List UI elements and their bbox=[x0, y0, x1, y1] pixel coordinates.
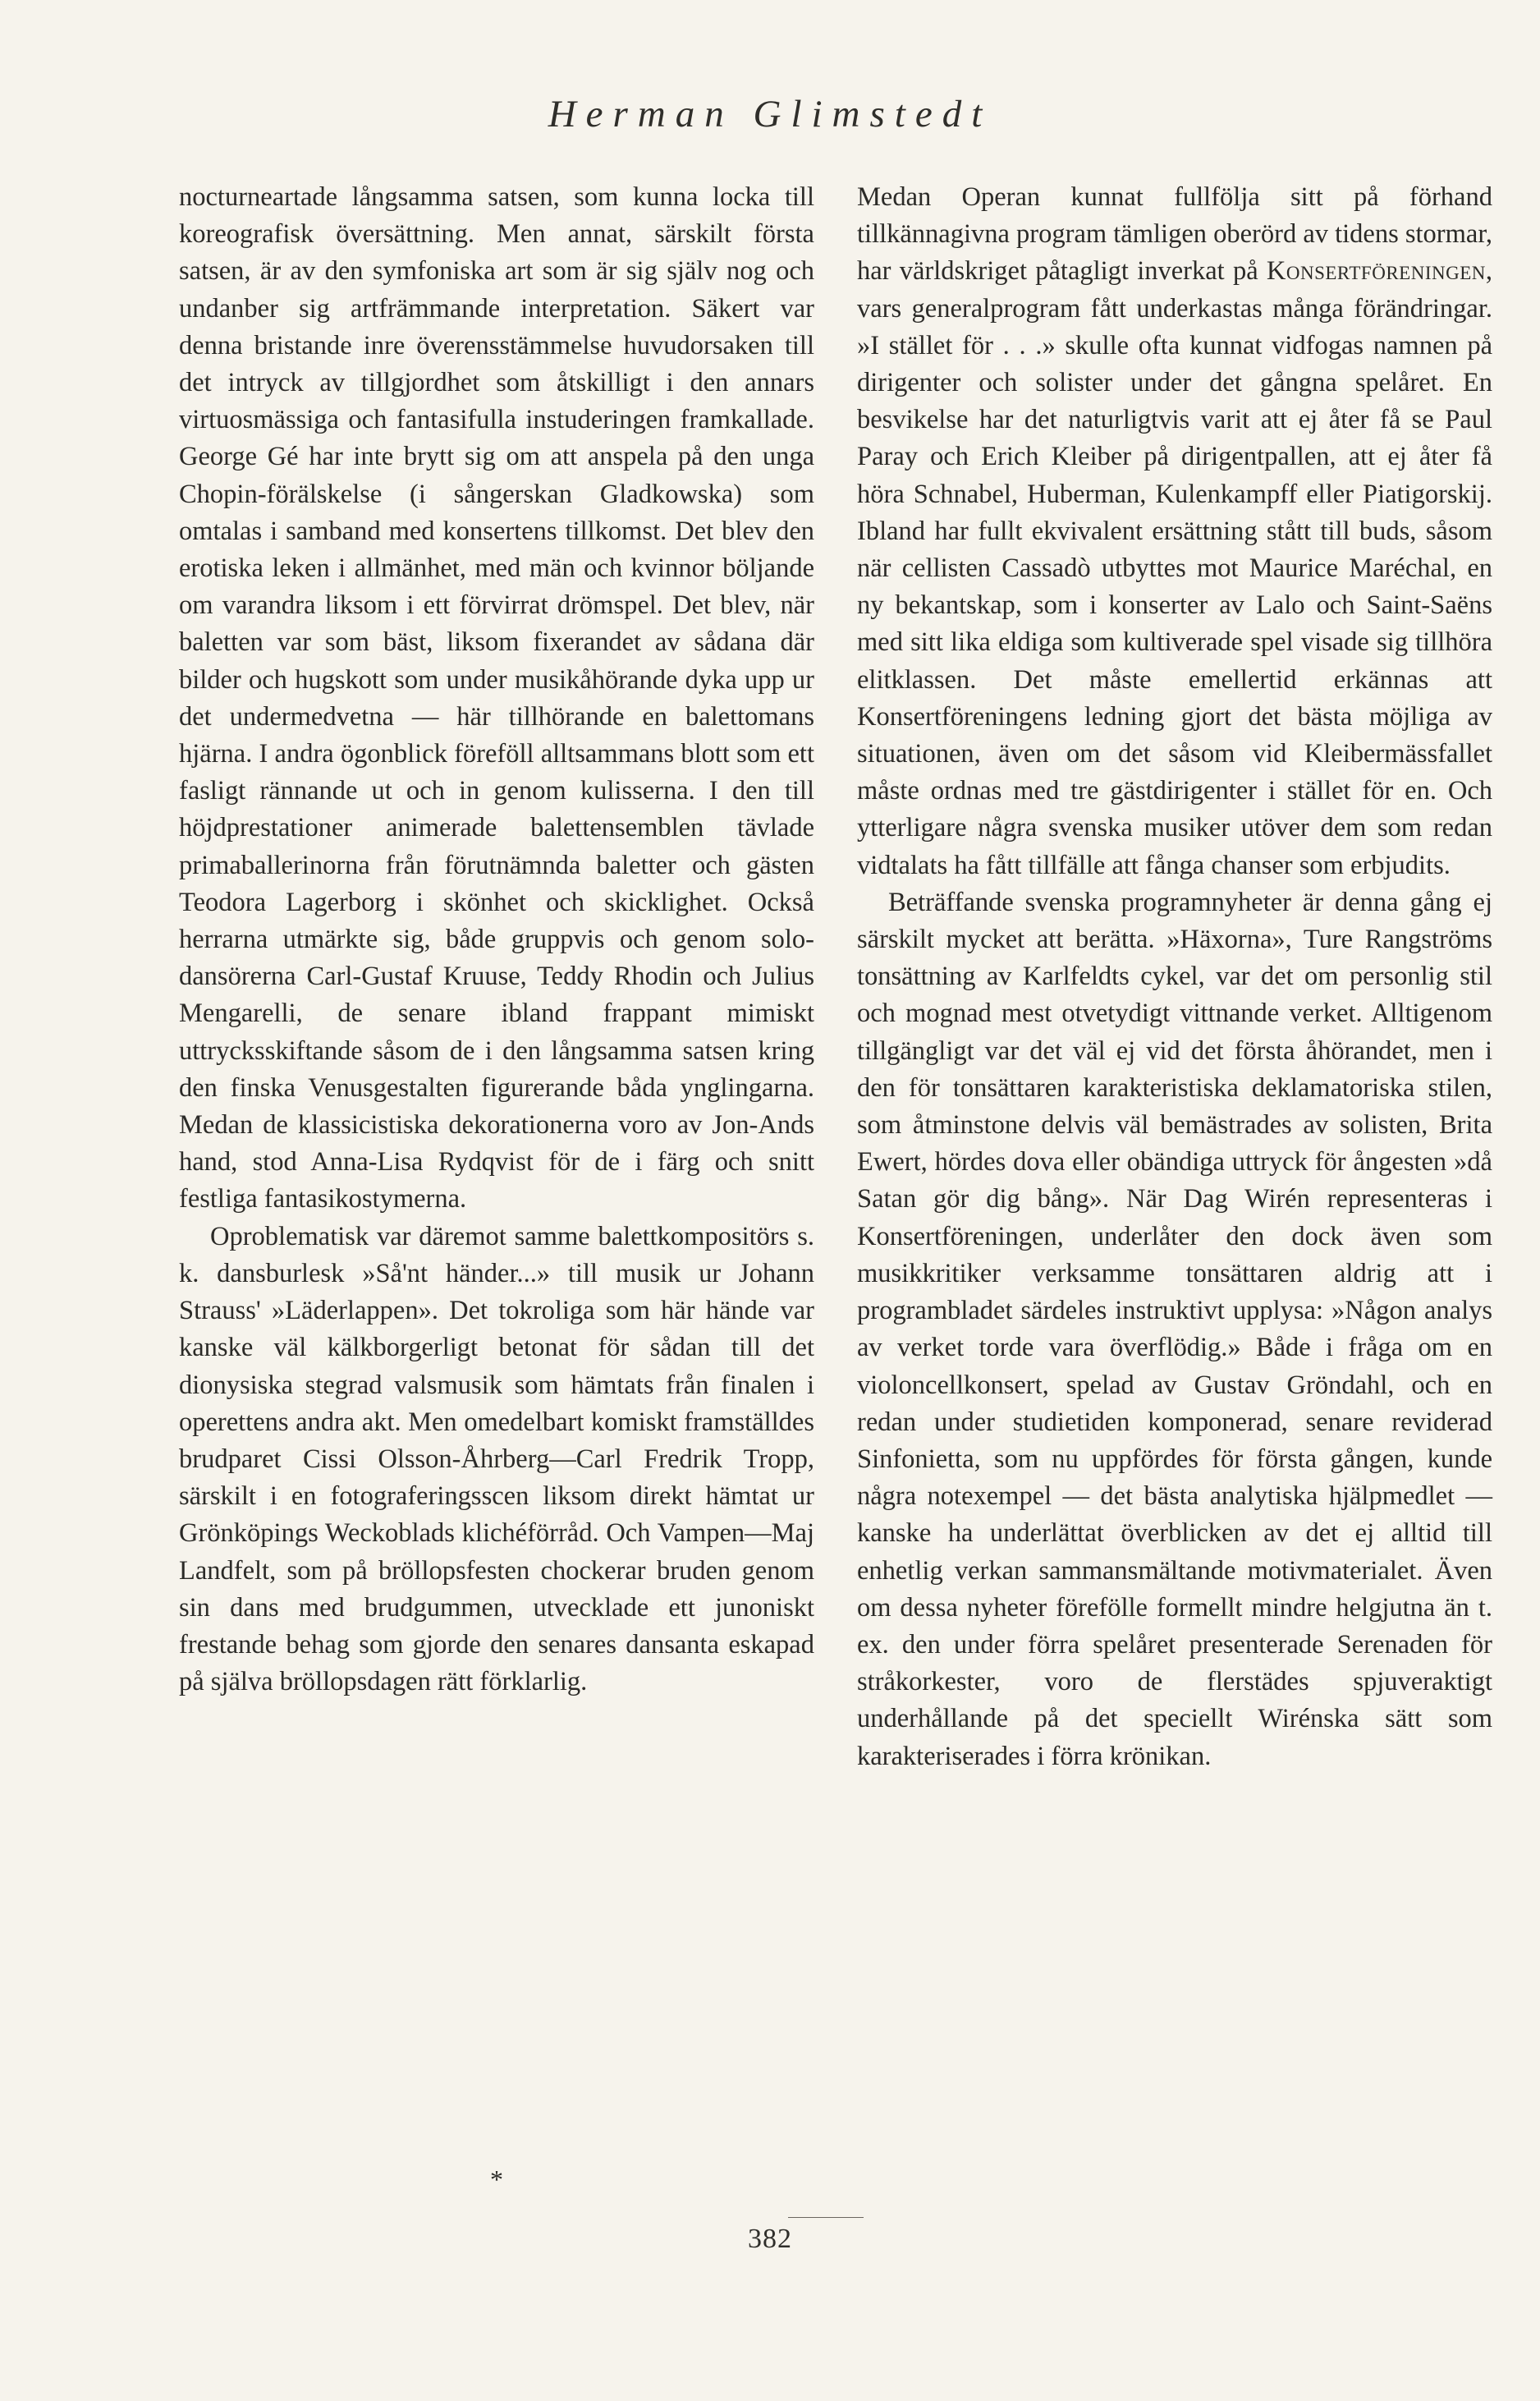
paragraph bbox=[857, 179, 1492, 884]
small-caps-name: Konsertföreningen bbox=[1266, 256, 1486, 287]
paragraph: Beträffande svenska programnyheter är denna gång ej särskilt mycket att berätta. »Häxorna», Ture Rangströms tonsättning av Karlfeldts cykel, var det om personlig stil och mognad mest otvetydigt vittnande verket. Alltigenom tillgängligt var det väl ej vid det första åhörandet, men i den för tonsättaren karakteristiska deklamatoriska stilen, som åtminstone delvis väl bemästrades av solisten, Brita Ewert, hördes dova eller obändiga uttryck för ångesten »då Satan gör dig bång». När Dag Wirén representeras i Konsertföreningen, underlåter den dock även som musikkritiker verksamme tonsättaren aldrig att i programbladet särdeles instruktivt upplysa: »Någon analys av verket torde vara överflödig.» Både i fråga om en violoncellkonsert, spelad av Gustav Gröndahl, och en redan under studietiden komponerad, senare reviderad Sinfonietta, som nu uppfördes för första gången, kunde några notexempel — det bästa analytiska hjälpmedlet — kanske ha underlättat överblicken av det ej alltid till enhetlig verkan sammansmältande motivmaterialet. Även om dessa nyheter förefölle formellt mindre helgjutna än t. ex. den under förra spelåret presenterade Serenaden för stråkorkester, voro de flerstädes spjuveraktigt underhållande på det speciellt Wirénska sätt som karakteriserades i förra krönikan. bbox=[857, 887, 1492, 1771]
folio-rule bbox=[788, 2217, 864, 2218]
running-title: Herman Glimstedt bbox=[548, 93, 992, 135]
page-number: 382 bbox=[748, 2224, 792, 2254]
paragraph-text: , vars generalprogram fått underkastas många förändringar. »I stället för . . .» skulle ofta kunnat vidfogas namnen på dirigenter och solister under det gångna spelåret. En besvikelse har det naturligtvis varit att ej åter få se Paul Paray och Erich Kleiber på dirigentpallen, att ej åter få höra Schnabel, Huberman, Kulenkampff eller Piatigorskij. Ibland har fullt ekvivalent ersättning stått till buds, såsom när cellisten Cassadò utbyttes mot Maurice Maréchal, en ny bekantskap, som i konserter av Lalo och Saint-Saëns med sitt lika eldiga som kultiverade spel visade sig tillhöra elitklassen. Det måste emellertid erkännas att Konsertföreningens ledning gjort det bästa möjliga av situationen, även om det såsom vid Kleibermässfallet måste ordnas med tre gästdirigenter i stället för en. Och ytterligare några svenska musiker utöver dem som redan vidtalats ha fått tillfälle att fånga chanser som erbjudits. bbox=[857, 256, 1492, 880]
paragraph: nocturneartade långsamma satsen, som kunna locka till koreografisk översättning. Men annat, särskilt första satsen, är av den symfoniska art som är sig själv nog och undanber sig artfrämmande interpretation. Säkert var denna bristande inre överensstämmelse huvudorsaken till det intryck av tillgjordhet som åtskilligt i den annars virtuosmässiga och fantasifulla instuderingen framkallade. George Gé har inte brytt sig om att anspela på den unga Chopin-förälskelse (i sångerskan Gladkowska) som omtalas i samband med konsertens tillkomst. Det blev den erotiska leken i allmänhet, med män och kvinnor böljande om varandra liksom i ett förvirrat drömspel. Det blev, när baletten var som bäst, liksom fixerandet av sådana där bilder och hugskott som under musikåhörande dyka upp ur det undermedvetna — här tillhörande en balettomans hjärna. I andra ögonblick föreföll alltsammans blott som ett fasligt rännande ut och in genom kulisserna. I den till höjdprestationer animerade balettensemblen tävlade primaballerinorna från förutnämnda baletter och gästen Teodora Lagerborg i skönhet och skicklighet. Också herrarna utmärkte sig, både gruppvis och genom solodansörerna Carl-Gustaf Kruuse, Teddy Rhodin och Julius Mengarelli, de senare ibland frappant mimiskt uttrycksskiftande såsom de i den långsamma satsen kring den finska Venusgestalten figurerande båda ynglingarna. Medan de klassicistiska dekorationerna voro av Jon-Ands hand, stod Anna-Lisa Rydqvist för de i färg och snitt festliga fantasikostymerna. bbox=[179, 182, 814, 1214]
right-column bbox=[857, 179, 1492, 1775]
paragraph-text: Medan Operan kunnat fullfölja sitt på förhand tillkännagivna program tämligen oberörd av tidens stormar, har världskriget påtagligt inverkat på bbox=[857, 182, 1492, 287]
left-column bbox=[179, 179, 814, 1701]
paragraph: Oproblematisk var däremot samme balettkompositörs s. k. dansburlesk »Så'nt händer...» till musik ur Johann Strauss' »Läderlappen». Det tokroliga som här hände var kanske väl kälkborgerligt betonat för sådan till det dionysiska stegrad valsmusik som hämtats från finalen i operettens andra akt. Men omedelbart komiskt framställdes brudparet Cissi Olsson-Åhrberg—Carl Fredrik Tropp, särskilt i en fotograferingsscen liksom direkt hämtat ur Grönköpings Weckoblads klichéförråd. Och Vampen—Maj Landfelt, som på bröllopsfesten chockerar bruden genom sin dans med brudgummen, utvecklade ett junoniskt frestande behag som gjorde den senares dansanta eskapad på själva bröllopsdagen rätt förklarlig. bbox=[179, 1221, 814, 1697]
section-break-asterisk: * bbox=[490, 2165, 503, 2194]
